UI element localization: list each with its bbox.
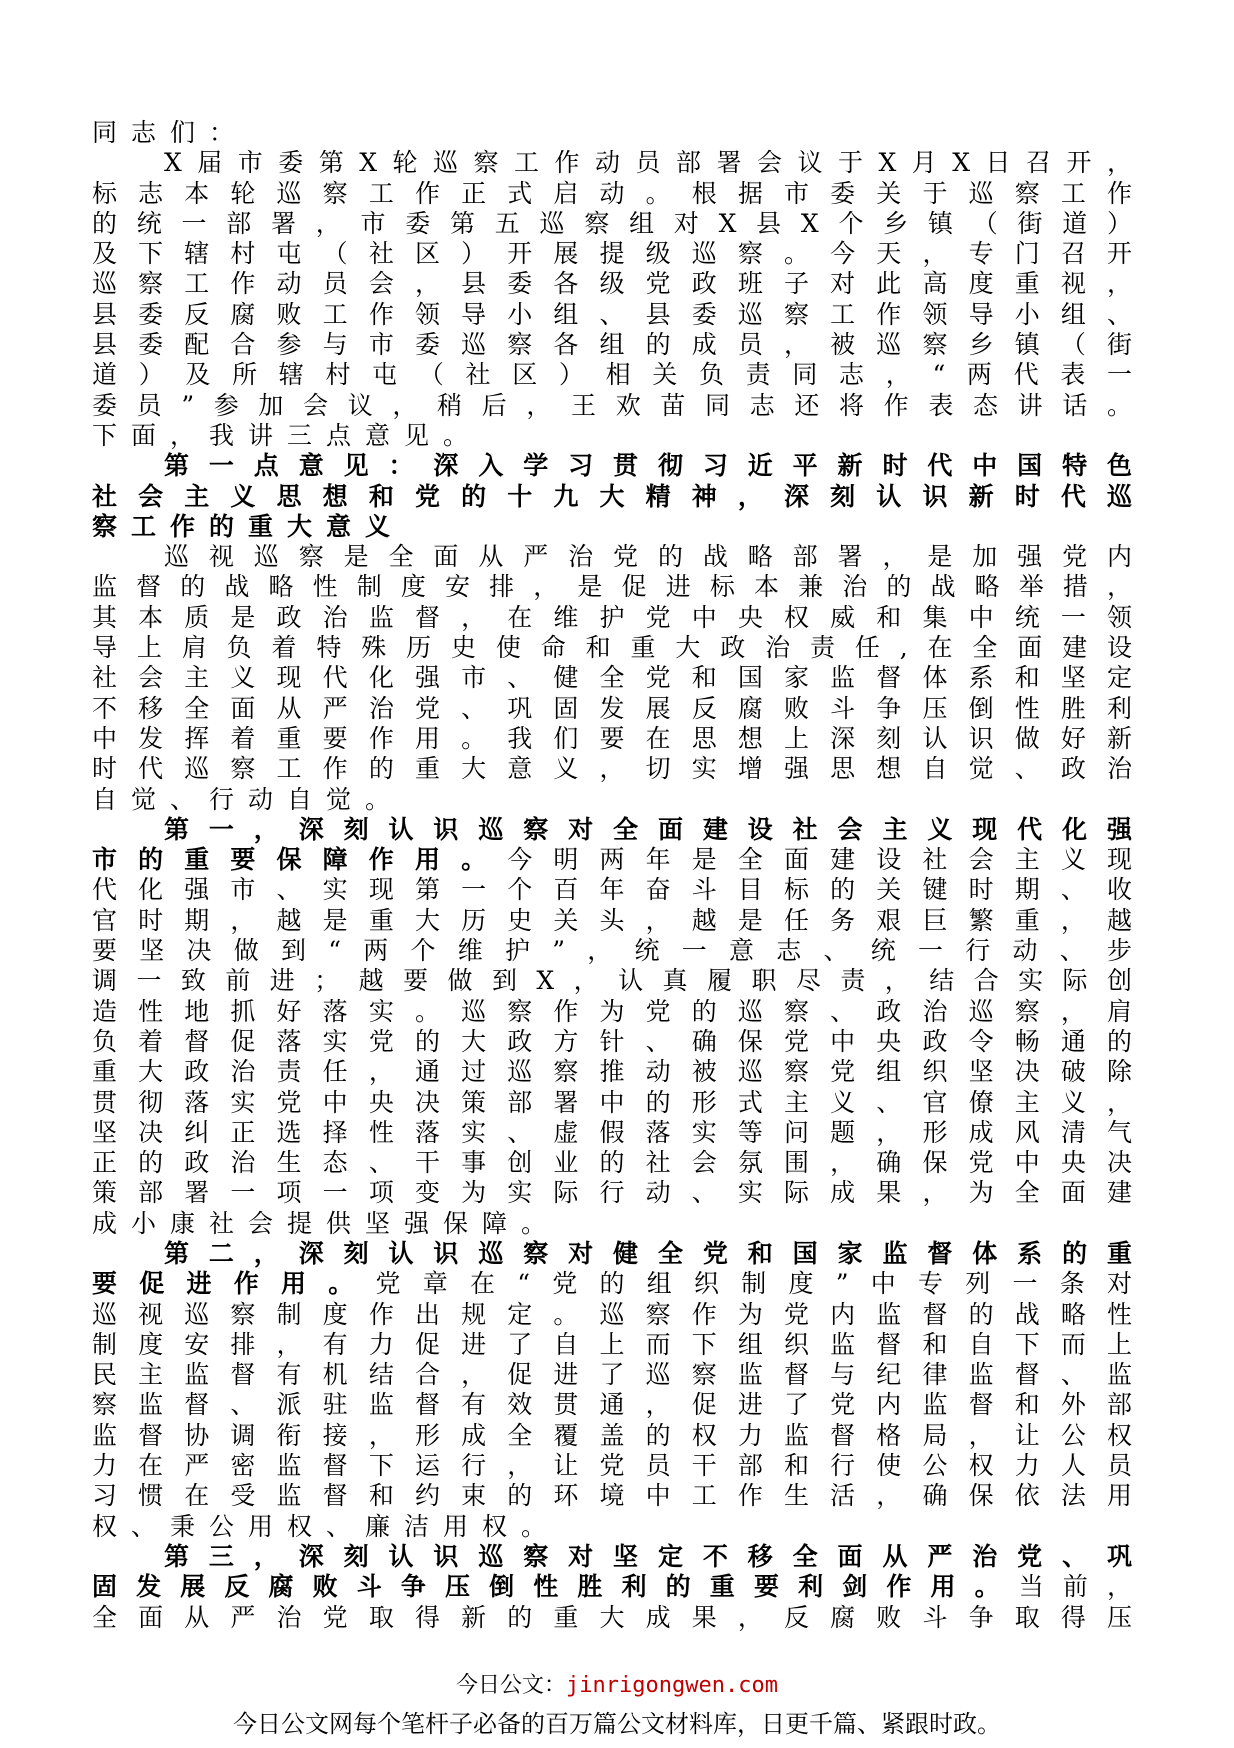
bold-heading-tail: 要促进作用。 xyxy=(92,1269,376,1299)
text-run: 党章在“党的组织制度”中专列一条对 xyxy=(375,1269,1132,1299)
text-line: 县委配合参与市委巡察各组的成员，被巡察乡镇（街 xyxy=(92,330,1132,360)
text-line: 社会主义思想和党的十九大精神，深刻认识新时代巡 xyxy=(92,481,1132,511)
document-body xyxy=(92,118,1132,1633)
text-line: 自觉、行动自觉。 xyxy=(92,784,405,814)
text-line: 不移全面从严治党、巩固发展反腐败斗争压倒性胜利 xyxy=(92,693,1132,723)
text-line: X届市委第X轮巡察工作动员部署会议于X月X日召开， xyxy=(164,148,1132,178)
text-line: 第一，深刻认识巡察对全面建设社会主义现代化强 xyxy=(164,814,1132,844)
text-line: 正的政治生态、干事创业的社会氛围，确保党中央决 xyxy=(92,1148,1132,1178)
text-line: 同志们： xyxy=(92,118,249,147)
text-line: 习惯在受监督和约束的环境中工作生活，确保依法用 xyxy=(92,1481,1132,1511)
text-line: 的统一部署，市委第五巡察组对X县X个乡镇（街道） xyxy=(92,208,1132,238)
text-line xyxy=(92,845,1132,875)
text-line: 民主监督有机结合，促进了巡察监督与纪律监督、监 xyxy=(92,1360,1132,1390)
text-line: 委员”参加会议，稍后，王欢苗同志还将作表态讲话。 xyxy=(92,390,1132,420)
text-line: 其本质是政治监督，在维护党中央权威和集中统一领 xyxy=(92,602,1132,632)
text-line: 造性地抓好落实。巡察作为党的巡察、政治巡察，肩 xyxy=(92,996,1132,1026)
text-line: 策部署一项一项变为实际行动、实际成果，为全面建 xyxy=(92,1178,1132,1208)
text-line: 察工作的重大意义 xyxy=(92,511,405,541)
text-line: 道）及所辖村屯（社区）相关负责同志，“两代表一 xyxy=(92,360,1132,390)
text-line: 巡视巡察制度作出规定。巡察作为党内监督的战略性 xyxy=(92,1299,1132,1329)
text-line: 坚决纠正选择性落实、虚假落实等问题，形成风清气 xyxy=(92,1117,1132,1147)
text-line: 县委反腐败工作领导小组、县委巡察工作领导小组、 xyxy=(92,299,1132,329)
text-run: 今明两年是全面建设社会主义现 xyxy=(507,845,1132,875)
text-line: 全面从严治党取得新的重大成果，反腐败斗争取得压 xyxy=(92,1602,1132,1632)
text-line: 成小康社会提供坚强保障。 xyxy=(92,1208,561,1238)
text-line: 力在严密监督下运行，让党员干部和行使公权力人员 xyxy=(92,1451,1132,1481)
footer-label: 今日公文： xyxy=(456,1673,567,1698)
text-line: 要坚决做到“两个维护”，统一意志、统一行动、步 xyxy=(92,936,1132,966)
text-line: 巡察工作动员会，县委各级党政班子对此高度重视， xyxy=(92,269,1132,299)
text-line: 巡视巡察是全面从严治党的战略部署，是加强党内 xyxy=(164,542,1132,572)
text-line: 导上肩负着特殊历史使命和重大政治责任,在全面建设 xyxy=(92,633,1132,663)
bold-heading-tail: 市的重要保障作用。 xyxy=(92,845,508,875)
text-line: 第一点意见：深入学习贯彻习近平新时代中国特色 xyxy=(164,451,1132,481)
text-line: 社会主义现代化强市、健全党和国家监督体系和坚定 xyxy=(92,663,1132,693)
text-line: 监督的战略性制度安排，是促进标本兼治的战略举措， xyxy=(92,572,1132,602)
text-line: 调一致前进；越要做到X，认真履职尽责，结合实际创 xyxy=(92,966,1132,996)
text-line: 第三，深刻认识巡察对坚定不移全面从严治党、巩 xyxy=(164,1541,1132,1571)
text-line: 标志本轮巡察工作正式启动。根据市委关于巡察工作 xyxy=(92,178,1132,208)
text-line: 时代巡察工作的重大意义，切实增强思想自觉、政治 xyxy=(92,754,1132,784)
text-line: 负着督促落实党的大政方针、确保党中央政令畅通的 xyxy=(92,1026,1132,1056)
footer-site-link[interactable]: jinrigongwen.com xyxy=(566,1673,778,1698)
text-line xyxy=(92,1572,1132,1602)
text-line: 监督协调衔接，形成全覆盖的权力监督格局，让公权 xyxy=(92,1420,1132,1450)
footer-source xyxy=(0,1668,1234,1699)
text-line: 重大政治责任，通过巡察推动被巡察党组织坚决破除 xyxy=(92,1057,1132,1087)
text-line: 下面，我讲三点意见。 xyxy=(92,420,483,450)
text-line: 及下辖村屯（社区）开展提级巡察。今天，专门召开 xyxy=(92,239,1132,269)
text-line: 制度安排，有力促进了自上而下组织监督和自下而上 xyxy=(92,1329,1132,1359)
footer-slogan: 今日公文网每个笔杆子必备的百万篇公文材料库，日更千篇、紧跟时政。 xyxy=(233,1710,1001,1738)
text-line xyxy=(92,1269,1132,1299)
text-line: 代化强市、实现第一个百年奋斗目标的关键时期、收 xyxy=(92,875,1132,905)
text-line: 第二，深刻认识巡察对健全党和国家监督体系的重 xyxy=(164,1238,1132,1268)
text-line: 权、秉公用权、廉洁用权。 xyxy=(92,1511,561,1541)
text-line: 察监督、派驻监督有效贯通，促进了党内监督和外部 xyxy=(92,1390,1132,1420)
text-line: 中发挥着重要作用。我们要在思想上深刻认识做好新 xyxy=(92,723,1132,753)
text-run: 当前， xyxy=(1018,1572,1132,1602)
text-line: 贯彻落实党中央决策部署中的形式主义、官僚主义， xyxy=(92,1087,1132,1117)
bold-heading-tail: 固发展反腐败斗争压倒性胜利的重要利剑作用。 xyxy=(92,1572,1019,1602)
text-line: 官时期，越是重大历史关头，越是任务艰巨繁重，越 xyxy=(92,905,1132,935)
